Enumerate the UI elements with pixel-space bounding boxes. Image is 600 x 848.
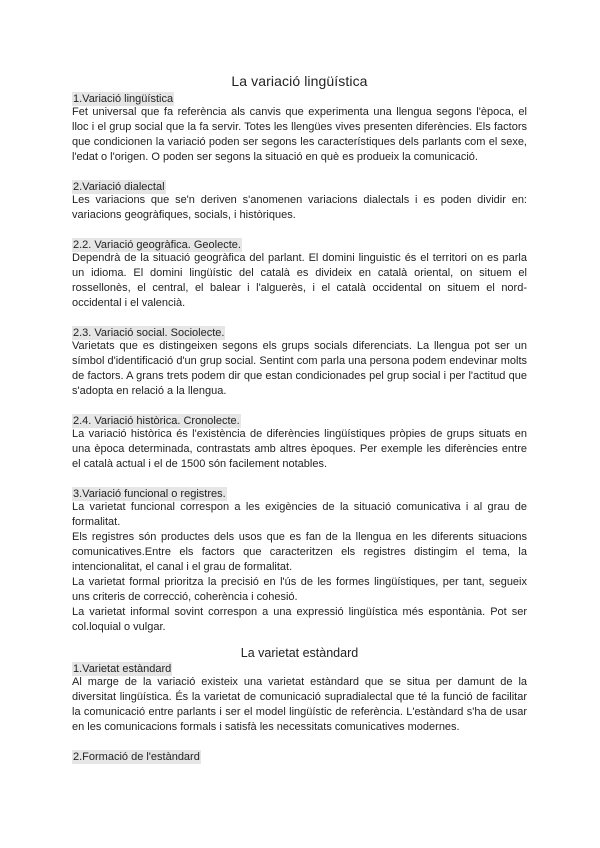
section-variacio-social <box>72 325 527 399</box>
section-variacio-historica <box>72 413 527 472</box>
section-paragraph: Al marge de la variació existeix una varietat estàndard que se situa per damunt de la diversitat lingüística. És la varietat de comunicació supradialectal que té la funció de facilitar la comunicació entre parlants i ser el model lingüístic de referència. L'estàndard s'ha de usar en les comunicacions formals i satisfà les necessitats comunicatives modernes. <box>72 676 527 733</box>
section-formacio-estandard <box>72 749 527 763</box>
section-paragraph: La varietat formal prioritza la precisió en l'ús de les formes lingüístiques, per tant, segueix uns criteris de correcció, coherència i cohesió. <box>72 576 527 603</box>
document-page <box>72 72 527 777</box>
section-varietat-estandard <box>72 661 527 735</box>
section-paragraph: Fet universal que fa referència als canvis que experimenta una llengua segons l'època, el lloc i el grup social que la fa servir. Totes les llengües vives presenten diferències. Els factors que condicionen la variació poden ser segons les característiques dels parlants com el sexe, l'edat o l'origen. O poden ser segons la situació en què es produeix la comunicació. <box>72 106 527 163</box>
section-heading: 2.3. Variació social. Sociolecte. <box>73 327 225 339</box>
section-paragraph: Dependrà de la situació geogràfica del parlant. El domini linguistic és el territori on es parla un idioma. El domini lingüístic del català es divideix en català oriental, on situem el rossellonès, el central, el balear i l'alguerès, i el català occidental on situem el nord-occidental i el valencià. <box>72 252 527 309</box>
section-heading: 2.4. Variació històrica. Cronolecte. <box>73 415 240 427</box>
document-title: La variació lingüística <box>231 73 368 89</box>
section-heading: 2.Variació dialectal <box>73 181 165 193</box>
section-heading: 1.Varietat estàndard <box>73 663 172 675</box>
section-paragraph: La variació històrica és l'existència de diferències lingüístiques pròpies de grups situats en una època determinada, contrastats amb altres èpoques. Per exemple les diferències entre el català actual i el de 1500 són facilement notables. <box>72 428 527 470</box>
section-variacio-dialectal <box>72 179 527 223</box>
document-subtitle: La varietat estàndard <box>240 646 359 660</box>
section-heading: 2.Formació de l'estàndard <box>73 751 200 763</box>
section-heading: 1.Variació lingüística <box>73 93 174 105</box>
section-variacio-funcional <box>72 486 527 635</box>
section-paragraph: La varietat informal sovint correspon a una expressió lingüística més espontània. Pot ser col.loquial o vulgar. <box>72 606 527 633</box>
section-paragraph: Les variacions que se'n deriven s'anomenen variacions dialectals i es poden dividir en: variacions geogràfiques, socials, i històriques. <box>72 194 527 221</box>
section-paragraph: La varietat funcional correspon a les exigències de la situació comunicativa i al grau de formalitat. <box>72 501 527 528</box>
section-variacio-geografica <box>72 237 527 311</box>
section-variacio-linguistica <box>72 91 527 165</box>
section-paragraph: Varietats que es distingeixen segons els grups socials diferenciats. La llengua pot ser un símbol d'identificació d'un grup social. Sentint com parla una persona podem endevinar molts de factors. A grans trets podem dir que estan condicionades pel grup social i per l'actitud que s'adopta en relació a la llengua. <box>72 340 527 397</box>
section-heading: 3.Variació funcional o registres. <box>73 488 226 500</box>
section-heading: 2.2. Variació geogràfica. Geolecte. <box>73 239 241 251</box>
section-paragraph: Els registres són productes dels usos que es fan de la llengua en les diferents situacions comunicatives.Entre els factors que caracteritzen els registres distingim el tema, la intencionalitat, el canal i el grau de formalitat. <box>72 531 527 573</box>
